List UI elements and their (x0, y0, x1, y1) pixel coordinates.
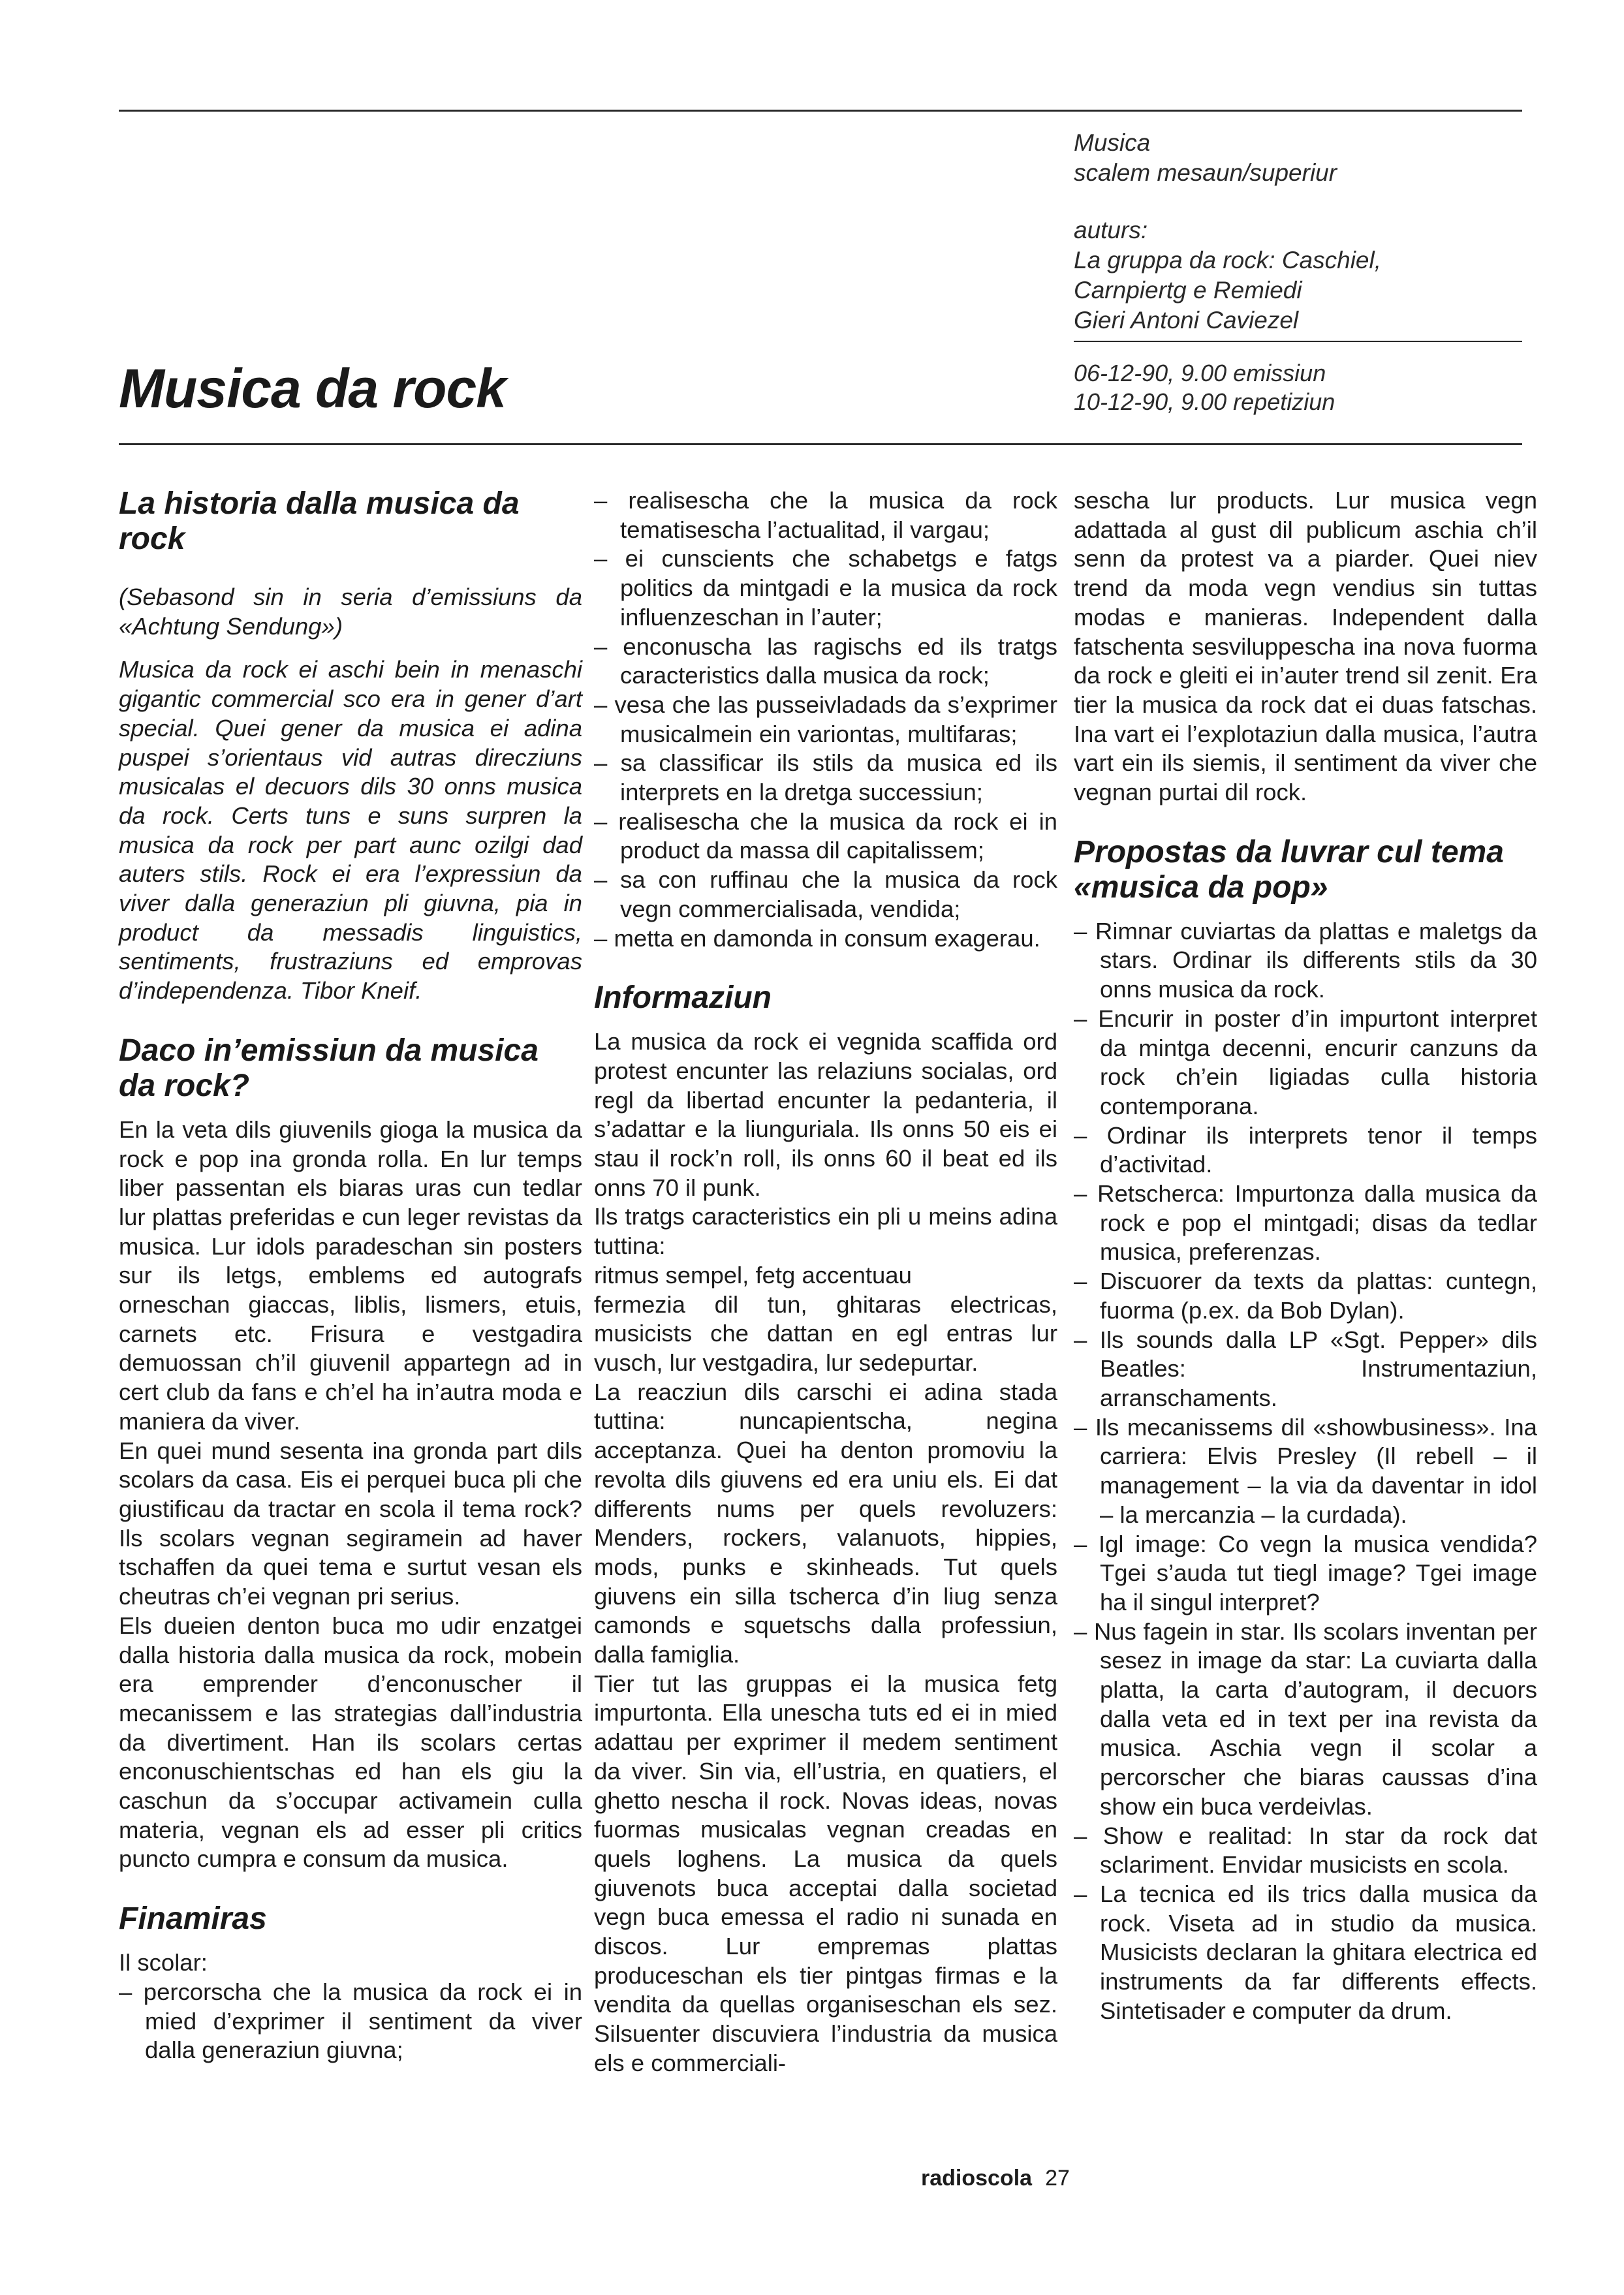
list-item: – sa con ruffinau che la musica da rock vegn commercialisada, vendida; (594, 866, 1057, 924)
broadcast-block (1074, 359, 1531, 416)
section-heading-goals: Finamiras (119, 1901, 267, 1937)
list-item: – realisescha che la musica da rock ei in product da massa dil capitalissem; (594, 807, 1057, 866)
page-number: 27 (1045, 2166, 1070, 2191)
list-item: – Ils sounds dalla LP «Sgt. Pepper» dils Beatles: Instrumentaziun, arranschaments. (1074, 1326, 1537, 1413)
title-rule (119, 443, 1522, 445)
goals-intro: Il scolar: (119, 1949, 208, 1976)
section-heading-information: Informaziun (594, 980, 772, 1016)
authors-block (1074, 215, 1531, 336)
paragraph: fermezia dil tun, ghitaras electricas, musicists che dattan en egl entras lur vusch, lur vestgadira, lur sedepurtar. (594, 1290, 1057, 1376)
paragraph: En quei mund sesenta ina gronda part dils scolars da casa. Eis ei perquei buca pli che giustificau da tractar en scola il tema rock? Ils scolars vegnan segiramein ad haver tschaffen da quei tema e surtut vesan els cheutras ch’ei vegnan pri serius. (119, 1437, 582, 1610)
publication-name: radioscola (921, 2166, 1033, 2191)
paragraph: Tier tut las gruppas ei la musica fetg impurtonta. Ella unescha tuts ed ei in mied adattau per exprimer il medem sentiment da viver. Sin via, ell’ustria, en quatiers, el ghetto nescha il rock. Novas ideas, novas fuormas musicalas vegnan creadas en quels loghens. La musica da quels giuvenots buca acceptai dalla societad vegn buca emessa el radio ni sunada en discos. Lur empremas plattas produceschan els tier pintgas firmas e la vendita da quellas organiseschan els sez. Silsuenter discuviera l’industria da musica els e commerciali- (594, 1670, 1057, 2076)
goals-list-continued (594, 486, 1057, 953)
paragraph: ritmus sempel, fetg accentuau (594, 1261, 912, 1288)
section-heading-why: Daco in’emissiun da musica da rock? (119, 1033, 539, 1103)
author-line: La gruppa da rock: Caschiel, (1074, 247, 1381, 273)
proposals-list (1074, 917, 1537, 2026)
column-3 (1074, 486, 1537, 2025)
list-item: – Show e realitad: In star da rock dat sclariment. Envidar musicists en scola. (1074, 1822, 1537, 1880)
meta-rule (1074, 341, 1522, 342)
list-item: – La tecnica ed ils trics dalla musica da rock. Viseta ad in studio da musica. Musicists declaran la ghitara electrica ed instruments da far differents effects. Sintetisader e computer da drum. (1074, 1880, 1537, 2026)
list-item: – ei cunscients che schabetgs e fatgs politics da mintgadi e la musica da rock influenzeschan in l’auter; (594, 544, 1057, 632)
series-note: (Sebasond sin in seria d’emissiuns da «Achtung Sendung») (119, 584, 582, 640)
paragraph: sescha lur products. Lur musica vegn adattada al gust dil publicum aschia ch’il senn da protest va a piarder. Quei niev trend da moda vegn vendius sin tuttas modas e manieras. Independent dalla fatschenta sesviluppescha ina nova fuorma da rock e gleiti ei in’auter trend sil zenit. Era tier la musica da rock dat ei duas fatschas. Ina vart ei l’explotaziun dalla musica, l’autra vart ein ils siemis, il sentiment da viver che vegnan purtai dil rock. (1074, 487, 1537, 806)
paragraph: Ils tratgs caracteristics ein pli u meins adina tuttina: (594, 1203, 1057, 1260)
paragraph: La musica da rock ei vegnida scaffida ord protest encunter las relaziuns socialas, ord regl da libertad encunter la pedanteria, il s’adattar e la liunguriala. Ils onns 50 eis ei stau il rock’n roll, ils onns 60 il beat ed ils onns 70 il punk. (594, 1028, 1057, 1201)
list-item: – Nus fagein in star. Ils scolars inventan per sesez in image da star: La cuviarta dalla platta, la carta d’autogram, il decuors dalla veta ed in text per ina revista da musica. Aschia vegn il scolar a percorscher che biaras caussas d’ina show ein buca verdeivlas. (1074, 1617, 1537, 1822)
list-item: – sa classificar ils stils da musica ed ils interprets en la dretga successiun; (594, 749, 1057, 807)
list-item: – Discuorer da texts da plattas: cuntegn, fuorma (p.ex. da Bob Dylan). (1074, 1267, 1537, 1325)
paragraph: En la veta dils giuvenils gioga la musica da rock e pop ina gronda rolla. En lur temps liber passentan els biaras uras cun tedlar lur plattas preferidas e cun leger revistas da musica. Lur idols paradeschan sin posters sur ils letgs, emblems ed autografs orneschan giaccas, liblis, lismers, etuis, carnets etc. Frisura e vestgadira demuossan ch’il giuvenil appartegn ad in cert club da fans e ch’el ha in’autra moda e maniera da viver. (119, 1116, 582, 1435)
page-title: Musica da rock (119, 358, 506, 419)
list-item: – Encurir in poster d’in impurtont interpret da mintga decenni, encurir canzuns da rock ch’ein ligiadas culla historia contemporana. (1074, 1005, 1537, 1121)
list-item: – metta en damonda in consum exagerau. (594, 924, 1057, 954)
section-heading-history: La historia dalla musica da rock (119, 486, 520, 556)
list-item: – percorscha che la musica da rock ei in mied d’exprimer il sentiment da viver dalla generaziun giuvna; (119, 1978, 582, 2065)
authors-label: auturs: (1074, 217, 1148, 243)
list-item: – enconuscha las ragischs ed ils tratgs caracteristics dalla musica da rock; (594, 632, 1057, 691)
list-item: – realisescha che la musica da rock tematisescha l’actualitad, il vargau; (594, 486, 1057, 544)
list-item: – Retscherca: Impurtonza dalla musica da rock e pop el mintgadi; disas da tedlar musica, preferenzas. (1074, 1179, 1537, 1267)
subject: Musica (1074, 129, 1151, 156)
history-text: Musica da rock ei aschi bein in menaschi gigantic commercial sco era in gener d’art special. Quei gener da musica ei adina puspei s’orientaus vid autras direcziuns musicalas el decuors dils 30 onns musica da rock. Certs tuns e suns surpren la musica da rock per part aunc ozilgi dad auters stils. Rock ei era l’expressiun da viver dalla generaziun pli giuvna, pia in product da messadis linguistics, sentiments, frustraziuns ed emprovas d’independenza. Tibor Kneif. (119, 656, 582, 1005)
page-footer (921, 2166, 1070, 2191)
list-item: – Rimnar cuviartas da plattas e maletgs da stars. Ordinar ils differents stils da 30 onns musica da rock. (1074, 917, 1537, 1005)
list-item: – vesa che las pusseivladads da s’exprimer musicalmein ein variontas, multifaras; (594, 691, 1057, 749)
paragraph: La reacziun dils carschi ei adina stada tuttina: nuncapientscha, negina acceptanza. Quei ha denton promoviu la revolta dils giuvens ed era uniu els. Ei dat differents nums per quels revoluzers: Menders, rockers, valanuots, hippies, mods, punks e skinheads. Tut quels giuvens ein silla tscherca d’in liug senza camonds e squetschs dalla professiun, dalla famiglia. (594, 1378, 1057, 1668)
paragraph: Els dueien denton buca mo udir enzatgei dalla historia dalla musica da rock, mobein era emprender d’enconuscher il mecanissem e las strategias dall’industria da divertiment. Han ils scolars certas enconuschientschas ed han els giu la caschun da s’occupar activamein culla materia, vegnan els ad esser pli critics puncto cumpra e consum da musica. (119, 1612, 582, 1873)
list-item: – Igl image: Co vegn la musica vendida? Tgei s’auda tut tiegl image? Tgei image ha il singul interpret? (1074, 1530, 1537, 1617)
section-heading-proposals: Propostas da luvrar cul tema «musica da pop» (1074, 834, 1504, 905)
column-2 (594, 486, 1057, 2078)
top-rule (119, 110, 1522, 112)
list-item: – Ordinar ils interprets tenor il temps d’activitad. (1074, 1121, 1537, 1179)
goals-list (119, 1978, 582, 2065)
subject-block (1074, 128, 1531, 188)
broadcast-line: 06-12-90, 9.00 emissiun (1074, 360, 1326, 386)
author-line: Carnpiertg e Remiedi (1074, 277, 1302, 304)
broadcast-line: 10-12-90, 9.00 repetiziun (1074, 388, 1335, 415)
author-line: Gieri Antoni Caviezel (1074, 307, 1299, 334)
column-1 (119, 486, 582, 2065)
list-item: – Ils mecanissems dil «showbusiness». Ina carriera: Elvis Presley (Il rebell – il management – la via da daventar in idol – la mercanzia – la curdada). (1074, 1413, 1537, 1530)
level: scalem mesaun/superiur (1074, 159, 1337, 186)
